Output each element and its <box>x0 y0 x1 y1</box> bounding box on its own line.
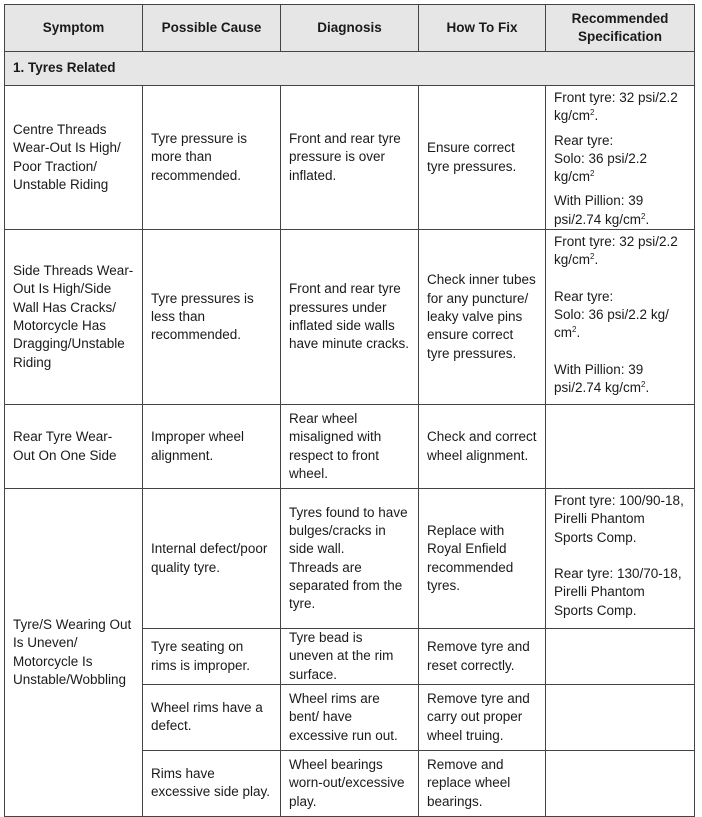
fix-cell: Check and correct wheel alignment. <box>419 405 546 489</box>
diagnosis-cell: Front and rear tyre pressure is over inflated. <box>281 86 419 230</box>
cause-cell: Rims have excessive side play. <box>143 750 281 816</box>
cause-cell: Wheel rims have a defect. <box>143 684 281 750</box>
diagnosis-cell: Rear wheel misaligned with respect to front wheel. <box>281 405 419 489</box>
cause-cell: Tyre pressures is less than recommended. <box>143 230 281 405</box>
spec-solo: Solo: 36 psi/2.2 $kg/cm^2$ <box>554 150 648 185</box>
fix-cell: Check inner tubes for any puncture/ leaky valve pins ensure correct tyre pressures. <box>419 230 546 405</box>
diagnosis-cell: Tyre bead is uneven at the rim surface. <box>281 629 419 685</box>
symptom-cell: Tyre/S Wearing Out Is Uneven/ Motorcycle Is Unstable/Wobbling <box>5 489 143 817</box>
spec-cell <box>546 750 695 816</box>
header-row <box>5 5 695 52</box>
symptom-cell: Centre Threads Wear-Out Is High/ Poor Traction/ Unstable Riding <box>5 86 143 230</box>
section-row <box>5 52 695 86</box>
spec-pillion: With Pillion: 39 psi/2.74 $kg/cm^2$. <box>554 361 650 395</box>
fix-cell: Remove tyre and reset correctly. <box>419 629 546 685</box>
diagnosis-line: Threads are separated from the tyre. <box>289 559 403 612</box>
spec-rear: Rear tyre: 130/70-18, Pirelli Phantom Sports Comp. <box>554 565 682 618</box>
diagnosis-cell: Wheel bearings worn-out/excessive play. <box>281 750 419 816</box>
header-fix: How To Fix <box>419 5 546 52</box>
cause-cell: Internal defect/poor quality tyre. <box>143 489 281 629</box>
diagnosis-cell: Front and rear tyre pressures under inflated side walls have minute cracks. <box>281 230 419 405</box>
spec-rear-label: Rear tyre: <box>554 288 614 304</box>
troubleshooting-table <box>4 4 695 817</box>
fix-cell: Ensure correct tyre pressures. <box>419 86 546 230</box>
header-cause: Possible Cause <box>143 5 281 52</box>
header-diagnosis: Diagnosis <box>281 5 419 52</box>
header-spec: Recommended Specification <box>546 5 695 52</box>
cause-cell: Tyre pressure is more than recommended. <box>143 86 281 230</box>
table-row <box>5 230 695 405</box>
spec-cell <box>546 405 695 489</box>
cause-cell: Improper wheel alignment. <box>143 405 281 489</box>
spec-cell <box>546 230 695 405</box>
diagnosis-line: Tyres found to have bulges/cracks in side wall. <box>289 504 408 557</box>
spec-pillion: With Pillion: 39 psi/2.74 $kg/cm^2$. <box>554 193 650 227</box>
fix-cell: Remove and replace wheel bearings. <box>419 750 546 816</box>
table-row <box>5 86 695 230</box>
header-symptom: Symptom <box>5 5 143 52</box>
fix-cell: Remove tyre and carry out proper wheel truing. <box>419 684 546 750</box>
spec-front: Front tyre: 32 psi/2.2 $kg/cm^2$. <box>554 234 678 268</box>
symptom-cell: Side Threads Wear-Out Is High/Side Wall Has Cracks/ Motorcycle Has Dragging/Unstable Riding <box>5 230 143 405</box>
section-title: 1. Tyres Related <box>5 52 695 86</box>
spec-cell <box>546 629 695 685</box>
cause-cell: Tyre seating on rims is improper. <box>143 629 281 685</box>
spec-cell <box>546 86 695 230</box>
symptom-cell: Rear Tyre Wear-Out On One Side <box>5 405 143 489</box>
spec-front: Front tyre: 100/90-18, Pirelli Phantom Sports Comp. <box>554 493 684 545</box>
diagnosis-cell <box>281 489 419 629</box>
spec-cell <box>546 684 695 750</box>
diagnosis-cell: Wheel rims are bent/ have excessive run out. <box>281 684 419 750</box>
spec-cell <box>546 489 695 629</box>
spec-solo: Solo: 36 psi/2.2 kg/ $cm^2$. <box>554 306 669 341</box>
spec-rear-label: Rear tyre: <box>554 132 614 148</box>
table-row <box>5 489 695 629</box>
fix-cell: Replace with Royal Enfield recommended tyres. <box>419 489 546 629</box>
spec-front: Front tyre: 32 psi/2.2 $kg/cm^2$. <box>554 90 678 124</box>
table-row <box>5 405 695 489</box>
